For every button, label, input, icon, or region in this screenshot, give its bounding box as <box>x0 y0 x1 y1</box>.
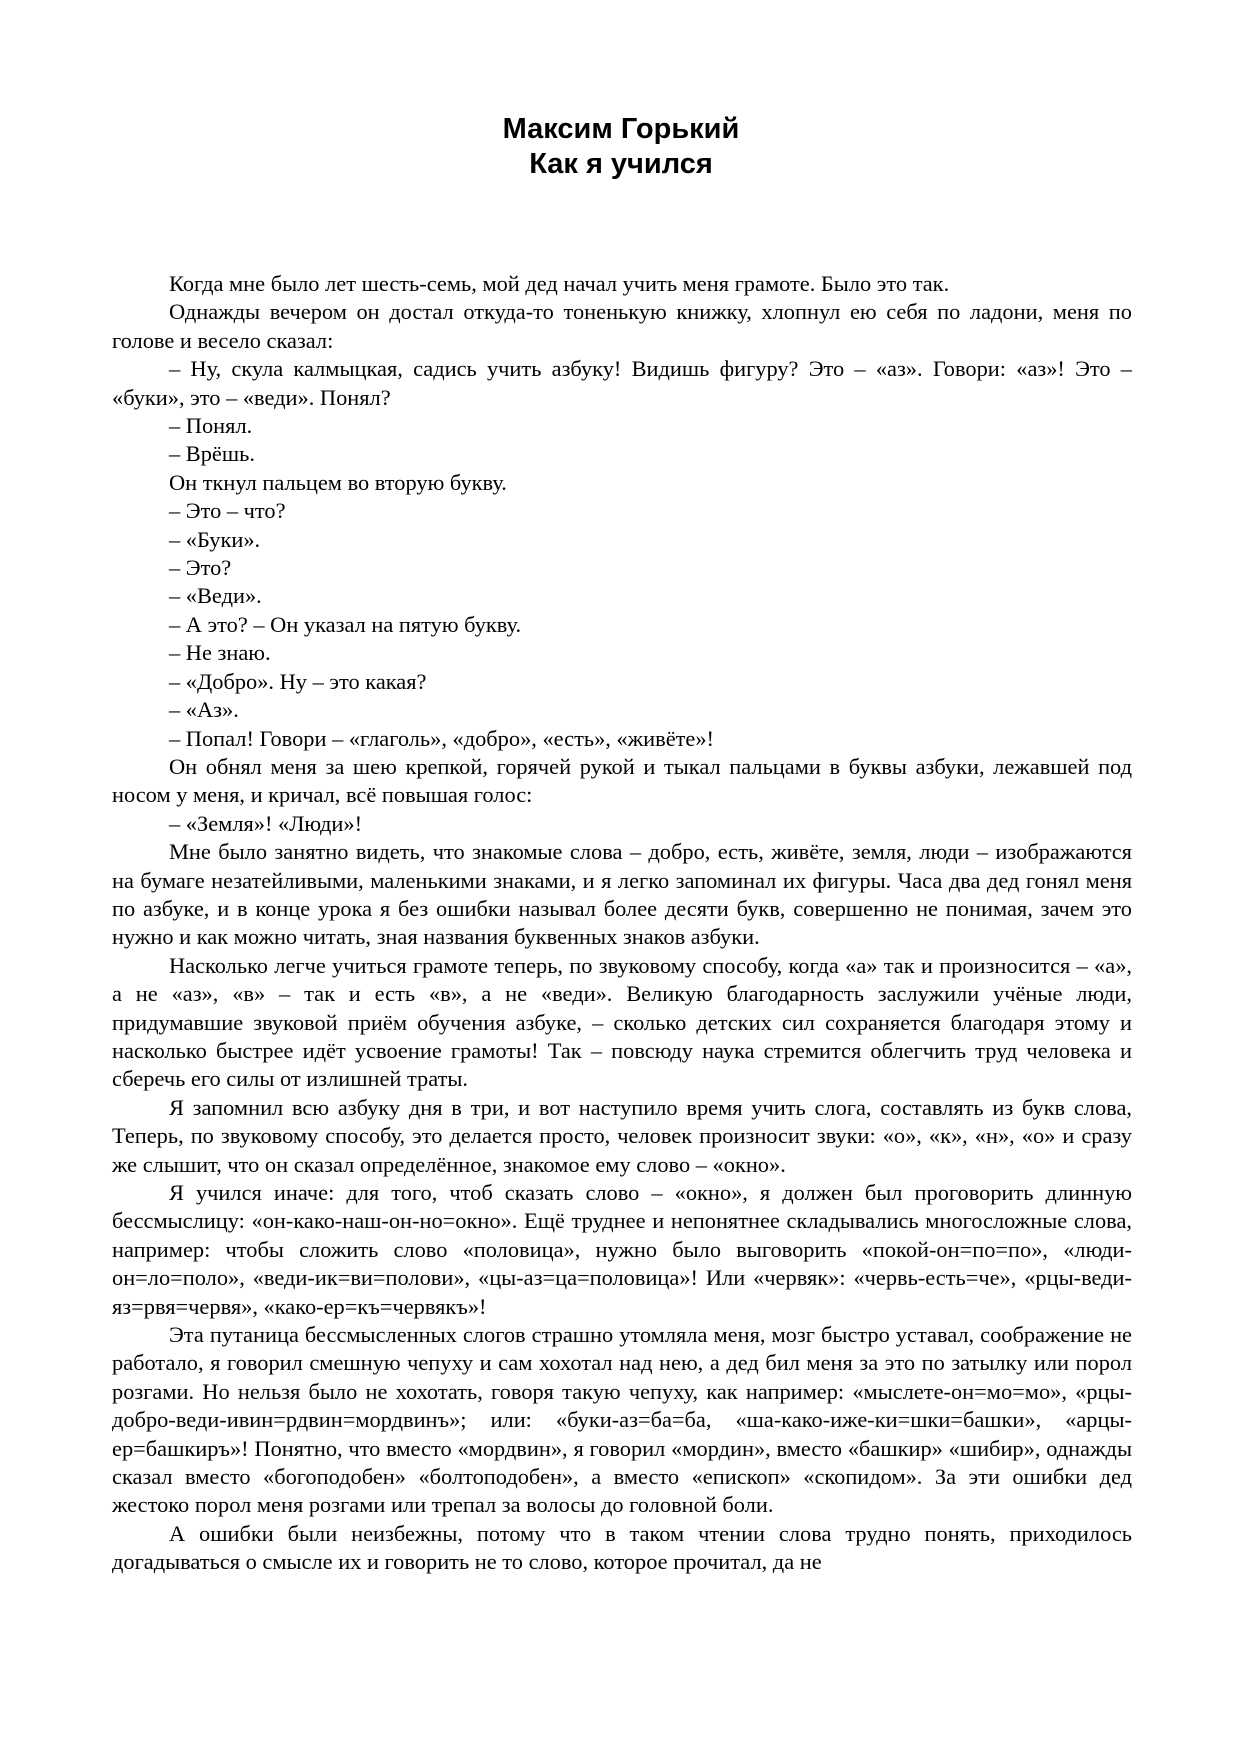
paragraph: Насколько легче учиться грамоте теперь, по звуковому способу, когда «а» так и произносится – «а», а не «аз», «в» – так и есть «в», а не «веди». Великую благодарность заслужили учёные люди, придумавшие звуковой приём обучения азбуке, – сколько детских сил сохраняется благодаря этому и насколько быстрее идёт усвоение грамоты! Так – повсюду наука стремится облегчить труд человека и сберечь его силы от излишней траты. <box>112 952 1132 1092</box>
paragraph: Эта путаница бессмысленных слогов страшно утомляла меня, мозг быстро уставал, соображение не работало, я говорил смешную чепуху и сам хохотал над нею, а дед бил меня за это по затылку или порол розгами. Но нельзя было не хохотать, говоря такую чепуху, как например: «мыслете-он=мо=мо», «рцы-добро-веди-ивин=рдвин=мордвинъ»; или: «буки-аз=ба=ба, «ша-како-иже-ки=шки=башки», «арцы-ер=башкиръ»! Понятно, что вместо «мордвин», я говорил «мордин», вместо «башкир» «шибир», однажды сказал вместо «богоподобен» «болтоподобен», а вместо «епископ» «скопидом». За эти ошибки дед жестоко порол меня розгами или трепал за волосы до головной боли. <box>112 1322 1132 1518</box>
author-name: Максим Горький <box>502 113 740 145</box>
paragraph: – «Веди». <box>169 583 262 609</box>
paragraph: – «Аз». <box>169 697 239 723</box>
paragraph: Я учился иначе: для того, чтоб сказать слово – «окно», я должен был проговорить длинную бессмыслицу: «он-како-наш-он-но=окно». Ещё труднее и непонятнее складывались многосложные слова, например: чтобы сложить слово «половица», нужно было выговорить «покой-он=по=по», «люди-он=ло=поло», «веди-ик=ви=полови», «цы-аз=ца=половица»! Или «червяк»: «червь-есть=че», «рцы-веди-яз=рвя=червя», «како-ер=къ=червякъ»! <box>112 1180 1132 1319</box>
paragraph: – «Земля»! «Люди»! <box>169 810 363 836</box>
paragraph: Он ткнул пальцем во вторую букву. <box>169 469 507 495</box>
paragraph: – А это? – Он указал на пятую букву. <box>169 611 522 637</box>
paragraph: – «Буки». <box>169 526 261 552</box>
paragraph: Он обнял меня за шею крепкой, горячей рукой и тыкал пальцами в буквы азбуки, лежавшей под носом у меня, и кричал, всё повышая голос: <box>112 753 1132 808</box>
paragraph: – Ну, скула калмыцкая, садись учить азбуку! Видишь фигуру? Это – «аз». Говори: «аз»! Это – «буки», это – «веди». Понял? <box>112 356 1132 410</box>
document-body <box>112 270 1132 1577</box>
paragraph: А ошибки были неизбежны, потому что в таком чтении слова трудно понять, приходилось догадываться о смысле их и говорить не то слово, которое прочитал, да не <box>112 1520 1132 1575</box>
paragraph: – Врёшь. <box>169 441 255 467</box>
document-title: Как я учился <box>529 148 713 180</box>
paragraph: – Это – что? <box>169 498 286 524</box>
paragraph: – Попал! Говори – «глаголь», «добро», «есть», «живёте»! <box>169 725 715 751</box>
document-header <box>0 112 1242 182</box>
paragraph: Я запомнил всю азбуку дня в три, и вот наступило время учить слога, составлять из букв слова, Теперь, по звуковому способу, это делается просто, человек произносит звуки: «о», «к», «н», «о» и сразу же слышит, что он сказал определённое, знакомое ему слово – «окно». <box>112 1094 1132 1177</box>
paragraph: Когда мне было лет шесть-семь, мой дед начал учить меня грамоте. Было это так. <box>169 271 950 296</box>
paragraph: – Не знаю. <box>169 640 271 666</box>
paragraph: – Это? <box>169 555 232 581</box>
paragraph: – «Добро». Ну – это какая? <box>169 668 427 694</box>
paragraph: – Понял. <box>169 413 253 439</box>
paragraph: Однажды вечером он достал откуда-то тоненькую книжку, хлопнул ею себя по ладони, меня по голове и весело сказал: <box>112 299 1132 353</box>
paragraph: Мне было занятно видеть, что знакомые слова – добро, есть, живёте, земля, люди – изображаются на бумаге незатейливыми, маленькими знаками, и я легко запоминал их фигуры. Часа два дед гонял меня по азбуке, и в конце урока я без ошибки называл более десяти букв, совершенно не понимая, зачем это нужно и как можно читать, зная названия буквенных знаков азбуки. <box>112 839 1132 950</box>
